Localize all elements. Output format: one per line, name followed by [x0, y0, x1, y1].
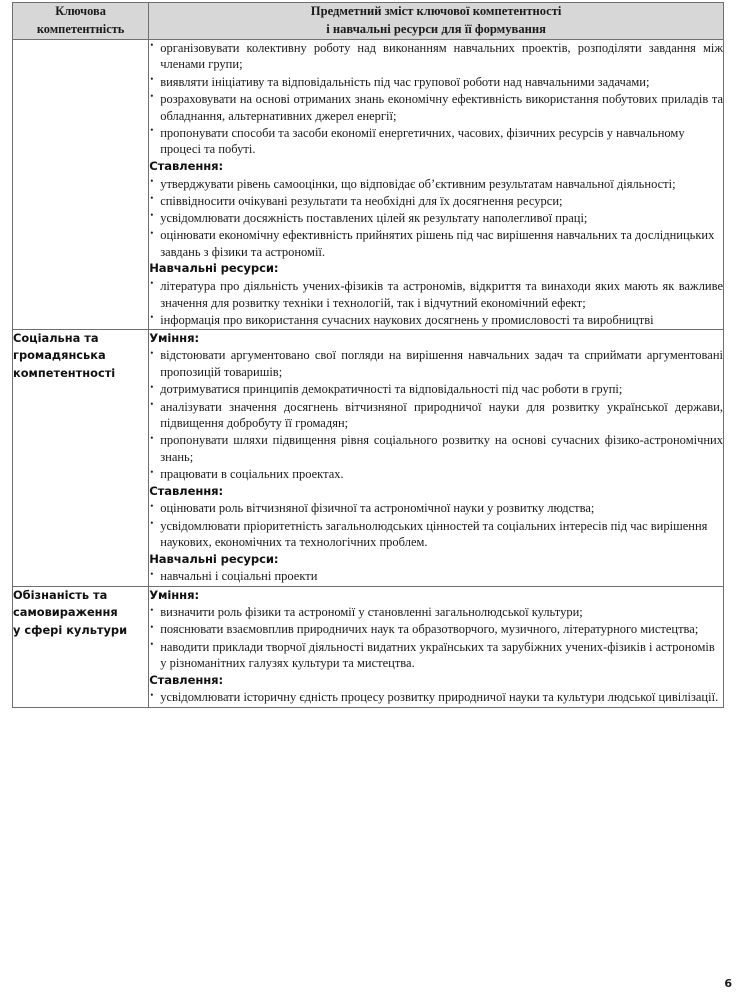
table-header: [13, 3, 724, 40]
table-row: [13, 330, 724, 587]
bullet-item: • утверджувати рівень самооцінки, що відповідає об’єктивним результатам навчальної діяльності;: [149, 176, 723, 193]
header-col2-line-2: і навчальні ресурси для її формування: [326, 21, 546, 36]
bullet-list: [149, 689, 723, 706]
bullet-item: • пропонувати шляхи підвищення рівня соціального розвитку на основі сучасних фізико-астрономічних знань;: [149, 432, 723, 465]
competency-content-cell: [149, 330, 724, 587]
competency-name-line: Соціальна та: [13, 331, 99, 345]
bullet-list: [149, 347, 723, 483]
bullet-list: [149, 278, 723, 329]
bullet-item: • працювати в соціальних проектах.: [149, 466, 723, 483]
competency-name-cell: [13, 330, 149, 587]
bullet-list: [149, 40, 723, 158]
competency-content-cell: [149, 39, 724, 329]
bullet-list: [149, 500, 723, 551]
bullet-item: • наводити приклади творчої діяльності видатних українських та зарубіжних учених-фізиків і астрономів у різноманітних галузях культури та мистецтва.: [149, 639, 723, 672]
bullet-item: • оцінювати економічну ефективність прийнятих рішень під час вирішення навчальних та дослідницьких завдань з фізики та астрономії.: [149, 227, 723, 260]
bullet-item: • дотримуватися принципів демократичності та відповідальності під час роботи в групі;: [149, 381, 723, 398]
bullet-item: • пояснювати взаємовплив природничих наук та образотворчого, музичного, літературного мистецтва;: [149, 621, 723, 638]
bullet-item: • аналізувати значення досягнень вітчизняної природничої науки для розвитку української держави, підвищення добробуту її громадян;: [149, 399, 723, 432]
bullet-item: • визначити роль фізики та астрономії у становленні загальнолюдської культури;: [149, 604, 723, 621]
bullet-item: • усвідомлювати пріоритетність загальнолюдських цінностей та соціальних інтересів під час вирішення наукових, економічних та технологічних проблем.: [149, 518, 723, 551]
competency-name-cell: [13, 39, 149, 329]
bullet-item: • література про діяльність учених-фізиків та астрономів, відкриття та винаходи яких мають як важливе значення для розвитку техніки і технологій, так і відчутний економічний ефект;: [149, 278, 723, 311]
competency-name-line: громадянська: [13, 348, 106, 363]
competency-name-line: Обізнаність та: [13, 587, 108, 602]
header-cell-key-competency: [13, 3, 149, 40]
bullet-list: [149, 176, 723, 261]
competency-content-cell: [149, 586, 724, 707]
table-header-row: [13, 3, 724, 40]
competency-name-cell: [13, 586, 149, 707]
bullet-item: • пропонувати способи та засоби економії енергетичних, часових, фізичних ресурсів у навчальному процесі та побуті.: [149, 125, 723, 158]
competency-name-line: у сфері культури: [13, 622, 128, 637]
section-heading: Ставлення:: [149, 672, 224, 687]
key-competencies-table: [12, 2, 724, 708]
section-heading: Навчальні ресурси:: [149, 261, 279, 276]
section-heading: Навчальні ресурси:: [149, 552, 279, 566]
bullet-item: • виявляти ініціативу та відповідальність під час групової роботи над навчальними задачами;: [149, 74, 723, 91]
bullet-item: • усвідомлювати історичну єдність процесу розвитку природничої науки та культури людської цивілізації.: [149, 689, 723, 706]
table-row: [13, 39, 724, 329]
table-body: [13, 39, 724, 707]
header-col1-line-1: Ключова: [55, 4, 106, 18]
header-col2-line-1: Предметний зміст ключової компетентності: [310, 4, 562, 18]
section-heading: Уміння:: [149, 331, 199, 345]
bullet-item: • співвідносити очікувані результати та необхідні для їх досягнення ресурси;: [149, 193, 723, 210]
competency-name-line: самовираження: [13, 605, 118, 620]
bullet-item: • розраховувати на основі отриманих знань економічну ефективність використання побутових приладів та обладнання, альтернативних джерел енергії;: [149, 91, 723, 124]
bullet-item: • інформація про використання сучасних наукових досягнень у промисловості та виробництві: [149, 312, 723, 329]
header-col1-line-2: компетентність: [36, 21, 125, 36]
page-number: 6: [724, 977, 732, 990]
bullet-item: • організовувати колективну роботу над виконанням навчальних проектів, розподіляти завдання між членами групи;: [149, 40, 723, 73]
bullet-item: • оцінювати роль вітчизняної фізичної та астрономічної науки у розвитку людства;: [149, 500, 723, 517]
competency-name-line: компетентності: [13, 365, 116, 380]
bullet-list: [149, 568, 723, 585]
section-heading: Ставлення:: [149, 483, 224, 498]
header-cell-subject-content: [149, 3, 724, 40]
bullet-item: • усвідомлювати досяжність поставлених цілей як результату наполегливої праці;: [149, 210, 723, 227]
bullet-list: [149, 604, 723, 672]
bullet-item: • навчальні і соціальні проекти: [149, 568, 723, 585]
section-heading: Ставлення:: [149, 159, 224, 174]
bullet-item: • відстоювати аргументовано свої погляди на вирішення навчальних задач та сприймати аргументовані пропозицій товаришів;: [149, 347, 723, 380]
table-row: [13, 586, 724, 707]
section-heading: Уміння:: [149, 587, 199, 602]
